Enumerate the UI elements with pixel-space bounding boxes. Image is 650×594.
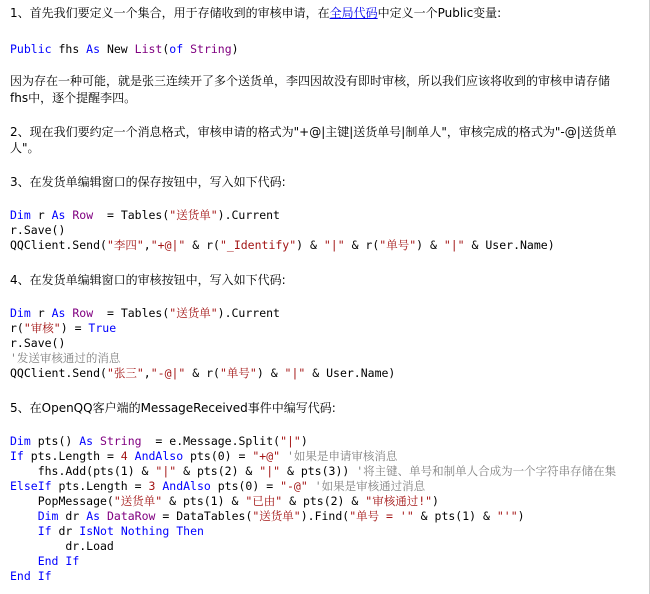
keyword: of <box>169 42 184 56</box>
code-text: & pts(2) & <box>176 464 260 478</box>
code-line <box>10 449 397 464</box>
keyword: True <box>88 321 117 335</box>
string-literal: "+@|" <box>150 238 186 252</box>
code-text <box>31 569 38 583</box>
keyword: IsNot <box>79 524 114 538</box>
code-text: ).Find( <box>300 509 350 523</box>
code-text: QQClient.Send( <box>10 366 107 380</box>
code-line <box>10 479 425 494</box>
keyword: Public <box>10 42 52 56</box>
code-text: ).Current <box>217 306 280 320</box>
type-name: List <box>134 42 163 56</box>
step-2-line-2: 人"。 <box>10 141 40 155</box>
code-line: r.Save() <box>10 223 66 237</box>
keyword: AndAlso <box>155 479 211 493</box>
string-literal: "单号" <box>379 238 417 252</box>
paragraph-2-line-2: fhs中，逐个提醒李四。 <box>10 91 137 105</box>
code-text: r( <box>10 321 24 335</box>
string-literal: "|" <box>323 238 345 252</box>
string-literal: "审核" <box>23 321 61 335</box>
code-text: & r( <box>185 366 220 380</box>
type-name: String <box>190 42 232 56</box>
code-text: fhs <box>51 42 87 56</box>
string-literal: "+@" <box>252 449 281 463</box>
code-line <box>10 366 395 381</box>
step-2-line-1: 2、现在我们要约定一个消息格式，审核申请的格式为"+@|主键|送货单号|制单人"，审核完成的格式为"-@|送货单 <box>10 125 617 139</box>
keyword: Nothing <box>120 524 170 538</box>
string-literal: "送货单" <box>252 509 301 523</box>
code-text: pts.Length = <box>51 479 149 493</box>
code-text: ) & <box>296 238 324 252</box>
string-literal: "审核通过!" <box>365 494 433 508</box>
string-literal: "'" <box>496 509 518 523</box>
code-text: QQClient.Send( <box>10 238 107 252</box>
code-text: fhs.Add(pts(1) & <box>10 464 156 478</box>
keyword: If <box>10 449 24 463</box>
code-text: ) = <box>60 321 89 335</box>
code-text: ) <box>300 434 308 448</box>
keyword: End <box>37 554 59 568</box>
code-line <box>10 569 52 584</box>
code-text: , <box>143 238 151 252</box>
code-line <box>10 464 616 479</box>
global-code-link[interactable]: 全局代码 <box>329 6 378 20</box>
code-text: pts(0) = <box>210 479 281 493</box>
string-literal: "|" <box>259 464 281 478</box>
code-text: dr <box>58 509 87 523</box>
code-text: & pts(1) & <box>413 509 497 523</box>
code-text <box>10 554 38 568</box>
string-literal: "-@|" <box>150 366 186 380</box>
code-text: & User.Name) <box>464 238 555 252</box>
code-text: ) <box>231 42 239 56</box>
keyword: Dim <box>10 306 31 320</box>
code-text <box>10 524 38 538</box>
string-literal: "单号" <box>219 366 257 380</box>
keyword: Then <box>176 524 204 538</box>
step-1-text-a: 1、首先我们要定义一个集合，用于存储收到的审核申请，在 <box>10 6 330 20</box>
code-text: = Tables( <box>93 208 170 222</box>
step-1-text-b: 中定义一个Public变量: <box>377 6 502 20</box>
code-line <box>10 554 79 569</box>
code-text: ) <box>517 509 525 523</box>
code-line <box>10 434 308 449</box>
string-literal: "|" <box>280 434 301 448</box>
string-literal: "|" <box>284 366 306 380</box>
code-line <box>10 509 525 524</box>
code-line <box>10 494 439 509</box>
step-3-text: 3、在发货单编辑窗口的保存按钮中，写入如下代码: <box>10 175 286 189</box>
keyword: End <box>10 569 31 583</box>
code-text: pts.Length = <box>23 449 121 463</box>
code-text: & r( <box>344 238 380 252</box>
keyword: If <box>65 554 80 568</box>
string-literal: "_Identify" <box>219 238 297 252</box>
code-text: ) & <box>256 366 285 380</box>
string-literal: "-@" <box>280 479 308 493</box>
code-text: pts(0) = <box>183 449 253 463</box>
keyword: As <box>51 306 66 320</box>
code-text: , <box>143 366 151 380</box>
code-comment: '如果是审核通过消息 <box>307 479 426 493</box>
code-line <box>10 208 280 223</box>
code-text: & r( <box>185 238 220 252</box>
code-text: ).Current <box>217 208 280 222</box>
code-text: = Tables( <box>93 306 170 320</box>
string-literal: "|" <box>155 464 177 478</box>
code-comment: '发送审核通过的消息 <box>10 351 121 365</box>
code-line <box>10 321 116 336</box>
code-text: New <box>100 42 135 56</box>
code-line-public-fhs <box>10 42 239 57</box>
type-name: Row <box>65 306 94 320</box>
code-text: = DataTables( <box>155 509 253 523</box>
code-text: & User.Name) <box>305 366 396 380</box>
step-1-text <box>10 6 501 21</box>
keyword: Dim <box>10 434 31 448</box>
code-line <box>10 306 280 321</box>
code-text: PopMessage( <box>10 494 114 508</box>
code-text: & pts(2) & <box>282 494 366 508</box>
paragraph-2-line-1: 因为存在一种可能，就是张三连续开了多个送货单，李四因故没有即时审核，所以我们应该将收到的审核申请存储 <box>10 74 611 88</box>
type-name: Row <box>65 208 94 222</box>
keyword: As <box>86 42 101 56</box>
keyword: If <box>37 569 52 583</box>
code-text: r <box>30 208 52 222</box>
number-literal: 3 <box>148 479 156 493</box>
string-literal: "送货单" <box>169 208 218 222</box>
code-comment: '将主键、单号和制单人合成为一个字符串存储在集 <box>349 464 617 478</box>
type-name: String <box>93 434 142 448</box>
keyword: As <box>51 208 66 222</box>
keyword: If <box>37 524 52 538</box>
string-literal: "张三" <box>106 366 144 380</box>
code-text: = e.Message.Split( <box>141 434 281 448</box>
code-text: r <box>30 306 52 320</box>
code-text <box>10 509 38 523</box>
code-text: ) <box>432 494 439 508</box>
code-text <box>114 524 121 538</box>
number-literal: 4 <box>120 449 128 463</box>
step-4-text: 4、在发货单编辑窗口的审核按钮中，写入如下代码: <box>10 273 286 287</box>
string-literal: "已由" <box>245 494 283 508</box>
string-literal: "|" <box>443 238 465 252</box>
string-literal: "李四" <box>106 238 144 252</box>
string-literal: "单号 = '" <box>349 509 414 523</box>
keyword: As <box>86 509 101 523</box>
string-literal: "送货单" <box>113 494 163 508</box>
code-text: ) & <box>416 238 444 252</box>
code-line: r.Save() <box>10 336 66 350</box>
keyword: As <box>79 434 94 448</box>
code-text: dr <box>51 524 80 538</box>
code-line: dr.Load <box>10 539 114 553</box>
type-name: DataRow <box>100 509 156 523</box>
keyword: ElseIf <box>10 479 52 493</box>
keyword: Dim <box>37 509 59 523</box>
keyword: AndAlso <box>127 449 184 463</box>
keyword: Dim <box>10 208 31 222</box>
code-text: & pts(1) & <box>162 494 246 508</box>
code-comment: '如果是申请审核消息 <box>280 449 398 463</box>
code-text: ( <box>162 42 170 56</box>
step-5-text: 5、在OpenQQ客户端的MessageReceived事件中编写代码: <box>10 401 336 415</box>
code-line <box>10 238 555 253</box>
string-literal: "送货单" <box>169 306 218 320</box>
code-text: & pts(3)) <box>280 464 350 478</box>
code-line <box>10 524 204 539</box>
code-text: pts() <box>30 434 80 448</box>
